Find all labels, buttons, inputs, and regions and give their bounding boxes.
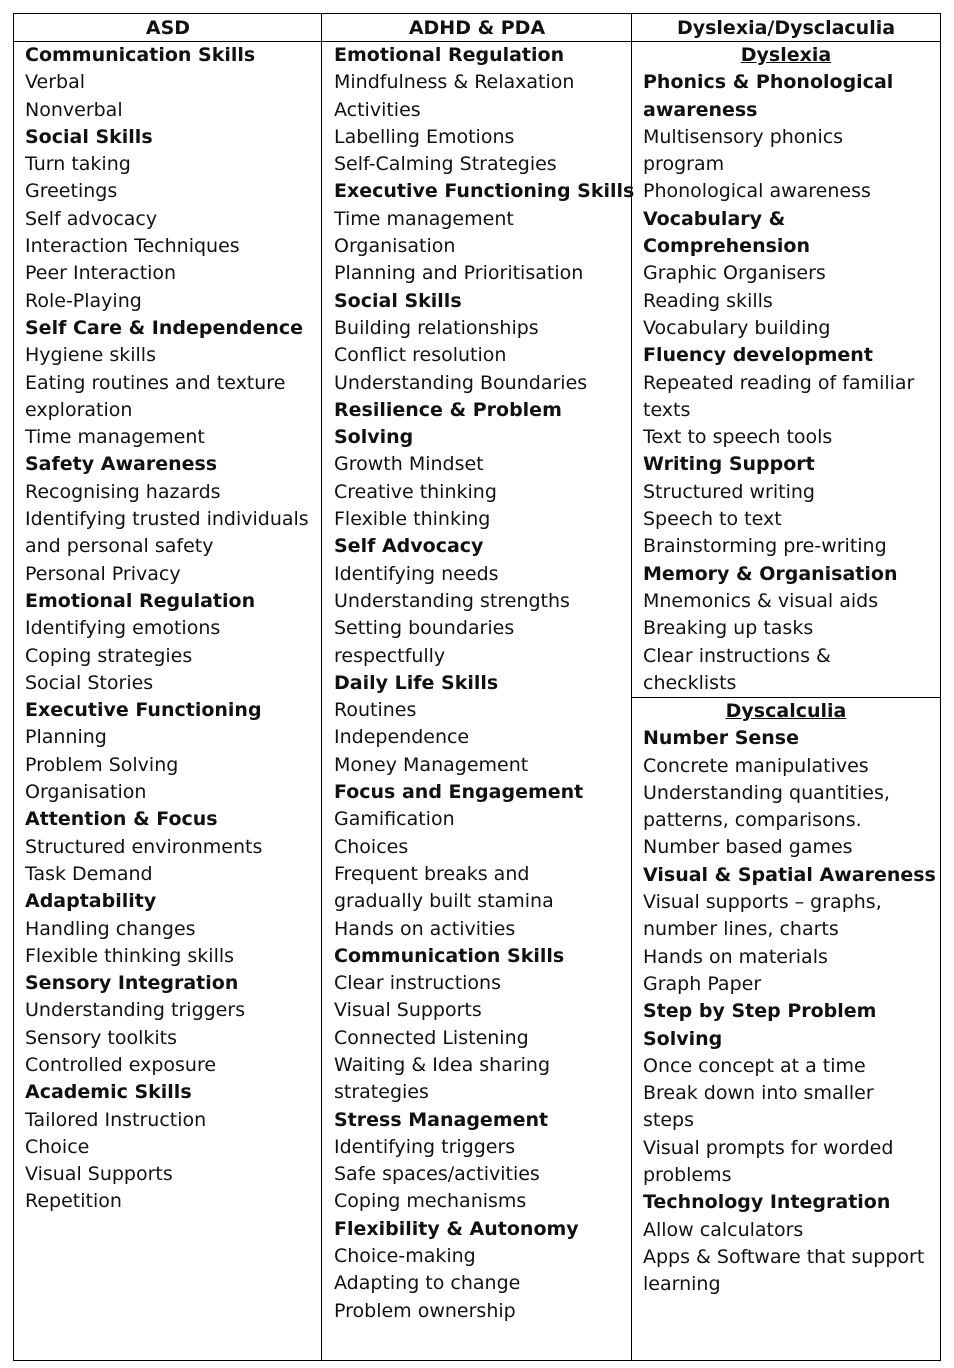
list-item: Flexible thinking <box>334 508 491 531</box>
list-item: Planning and Prioritisation <box>334 262 584 285</box>
list-item: Mnemonics & visual aids <box>643 589 879 612</box>
list-item: Structured writing <box>643 480 815 503</box>
list-item: number lines, charts <box>643 918 839 941</box>
category-heading: Vocabulary & <box>643 207 786 230</box>
list-item: exploration <box>25 398 133 421</box>
list-item: Repetition <box>25 1190 122 1213</box>
asd-list <box>25 42 322 1216</box>
list-item: Time management <box>334 207 514 230</box>
list-item: Understanding Boundaries <box>334 371 588 394</box>
list-item: Tailored Instruction <box>25 1108 207 1131</box>
list-item: Nonverbal <box>25 98 123 121</box>
list-item: respectfully <box>334 644 446 667</box>
list-item: Routines <box>334 699 417 722</box>
list-item: Connected Listening <box>334 1026 529 1049</box>
list-item: Understanding strengths <box>334 589 570 612</box>
category-heading: Self Care & Independence <box>25 316 304 339</box>
list-item: Coping strategies <box>25 644 193 667</box>
list-item: Creative thinking <box>334 480 497 503</box>
list-item: Understanding quantities, <box>643 781 890 804</box>
list-item: Activities <box>334 98 421 121</box>
list-item: Visual prompts for worded <box>643 1136 894 1159</box>
list-item: Coping mechanisms <box>334 1190 527 1213</box>
list-item: Eating routines and texture <box>25 371 286 394</box>
list-item: Number based games <box>643 836 853 859</box>
list-item: Clear instructions & <box>643 644 831 667</box>
category-heading: Comprehension <box>643 235 810 258</box>
list-item: Identifying triggers <box>334 1135 516 1158</box>
list-item: program <box>643 153 725 176</box>
list-item: Planning <box>25 726 107 749</box>
list-item: Speech to text <box>643 508 782 531</box>
list-item: Concrete manipulatives <box>643 754 869 777</box>
list-item: Apps & Software that support <box>643 1245 925 1268</box>
category-heading: Flexibility & Autonomy <box>334 1217 579 1240</box>
category-heading: Safety Awareness <box>25 453 218 476</box>
category-heading: Phonics & Phonological <box>643 71 894 94</box>
list-item: Visual supports – graphs, <box>643 891 882 914</box>
category-heading: Writing Support <box>643 453 815 476</box>
list-item: Interaction Techniques <box>25 235 240 258</box>
list-item: Building relationships <box>334 316 539 339</box>
list-item: Waiting & Idea sharing <box>334 1053 551 1076</box>
list-item: Choices <box>334 835 409 858</box>
category-heading: Number Sense <box>643 727 799 750</box>
list-item: Organisation <box>334 235 456 258</box>
list-item: Role-Playing <box>25 289 142 312</box>
list-item: Adapting to change <box>334 1272 521 1295</box>
list-item: Break down into smaller <box>643 1082 874 1105</box>
category-heading: Executive Functioning Skills <box>334 180 635 203</box>
list-item: Breaking up tasks <box>643 617 814 640</box>
list-item: Money Management <box>334 753 529 776</box>
list-item: Safe spaces/activities <box>334 1163 540 1186</box>
category-heading: Communication Skills <box>25 44 256 66</box>
list-item: Identifying needs <box>334 562 499 585</box>
list-item: Frequent breaks and <box>334 862 530 885</box>
list-item: Brainstorming pre-writing <box>643 535 887 558</box>
list-item: learning <box>643 1273 721 1296</box>
list-item: Problem ownership <box>334 1299 516 1322</box>
category-heading: Emotional Regulation <box>25 589 256 612</box>
list-item: Graphic Organisers <box>643 262 826 285</box>
list-item: Hygiene skills <box>25 344 156 367</box>
category-heading: Resilience & Problem <box>334 398 562 421</box>
category-heading: Social Skills <box>25 125 153 148</box>
list-item: Verbal <box>25 71 86 94</box>
list-item: Independence <box>334 726 470 749</box>
list-item: Conflict resolution <box>334 344 507 367</box>
dyslexia-dyscalculia-column <box>632 42 940 1360</box>
list-item: patterns, comparisons. <box>643 809 862 832</box>
category-heading: Social Skills <box>334 289 462 312</box>
section-title: Dyslexia <box>740 44 832 66</box>
list-item: Self-Calming Strategies <box>334 153 557 176</box>
list-item: Repeated reading of familiar <box>643 371 915 394</box>
list-item: Structured environments <box>25 835 263 858</box>
list-item: Phonological awareness <box>643 180 871 203</box>
dyslexia-list <box>643 42 940 697</box>
dyslexia-section <box>632 42 940 698</box>
list-item: Hands on activities <box>334 917 516 940</box>
category-heading: Communication Skills <box>334 944 565 967</box>
asd-column <box>14 42 322 1360</box>
list-item: Peer Interaction <box>25 262 177 285</box>
list-item: Hands on materials <box>643 945 828 968</box>
list-item: Personal Privacy <box>25 562 181 585</box>
category-heading: Stress Management <box>334 1108 549 1131</box>
category-heading: Solving <box>334 426 414 449</box>
category-heading: Executive Functioning <box>25 699 262 722</box>
list-item: gradually built stamina <box>334 890 554 913</box>
list-item: Visual Supports <box>25 1163 173 1186</box>
list-item: Multisensory phonics <box>643 125 844 148</box>
list-item: Growth Mindset <box>334 453 484 476</box>
list-item: Choice-making <box>334 1245 476 1268</box>
list-item: texts <box>643 398 691 421</box>
category-heading: Technology Integration <box>643 1191 891 1214</box>
list-item: Graph Paper <box>643 972 762 995</box>
list-item: Recognising hazards <box>25 480 221 503</box>
category-heading: Academic Skills <box>25 1081 192 1104</box>
list-item: Clear instructions <box>334 972 501 995</box>
list-item: Controlled exposure <box>25 1053 217 1076</box>
list-item: Text to speech tools <box>643 426 833 449</box>
list-item: problems <box>643 1164 732 1187</box>
category-heading: Sensory Integration <box>25 972 239 995</box>
dyscalculia-list <box>643 698 940 1299</box>
list-item: Labelling Emotions <box>334 125 515 148</box>
list-item: Problem Solving <box>25 753 179 776</box>
list-item: Sensory toolkits <box>25 1026 178 1049</box>
section-title: Dyscalculia <box>725 700 847 722</box>
list-item: Once concept at a time <box>643 1054 866 1077</box>
list-item: Identifying emotions <box>25 617 221 640</box>
list-item: Reading skills <box>643 289 773 312</box>
list-item: Self advocacy <box>25 207 158 230</box>
category-heading: Adaptability <box>25 890 157 913</box>
category-heading: awareness <box>643 98 758 121</box>
category-heading: Memory & Organisation <box>643 562 898 585</box>
adhd-pda-list <box>334 42 635 1325</box>
dyscalculia-section <box>632 698 940 1360</box>
header-adhd-pda: ADHD & PDA <box>322 14 632 42</box>
header-dyslexia-dyscalculia: Dyslexia/Dysclaculia <box>632 14 940 42</box>
adhd-pda-column <box>322 42 635 1360</box>
category-heading: Fluency development <box>643 344 873 367</box>
list-item: and personal safety <box>25 535 214 558</box>
header-asd: ASD <box>14 14 322 42</box>
category-heading: Step by Step Problem <box>643 1000 877 1023</box>
list-item: Flexible thinking skills <box>25 944 235 967</box>
category-heading: Emotional Regulation <box>334 44 565 66</box>
list-item: Task Demand <box>25 862 153 885</box>
list-item: Handling changes <box>25 917 196 940</box>
list-item: Social Stories <box>25 671 154 694</box>
list-item: Gamification <box>334 808 455 831</box>
category-heading: Daily Life Skills <box>334 671 499 694</box>
list-item: checklists <box>643 671 737 694</box>
category-heading: Visual & Spatial Awareness <box>643 863 936 886</box>
list-item: Understanding triggers <box>25 999 246 1022</box>
list-item: strategies <box>334 1081 429 1104</box>
list-item: Time management <box>25 426 205 449</box>
list-item: Allow calculators <box>643 1218 804 1241</box>
list-item: steps <box>643 1109 694 1132</box>
list-item: Choice <box>25 1135 90 1158</box>
list-item: Mindfulness & Relaxation <box>334 71 575 94</box>
category-heading: Attention & Focus <box>25 808 218 831</box>
list-item: Setting boundaries <box>334 617 515 640</box>
list-item: Turn taking <box>25 153 131 176</box>
strategies-table <box>13 13 941 1361</box>
list-item: Vocabulary building <box>643 316 831 339</box>
list-item: Organisation <box>25 781 147 804</box>
category-heading: Focus and Engagement <box>334 781 584 804</box>
category-heading: Solving <box>643 1027 723 1050</box>
list-item: Greetings <box>25 180 118 203</box>
list-item: Identifying trusted individuals <box>25 508 309 531</box>
list-item: Visual Supports <box>334 999 482 1022</box>
category-heading: Self Advocacy <box>334 535 484 558</box>
